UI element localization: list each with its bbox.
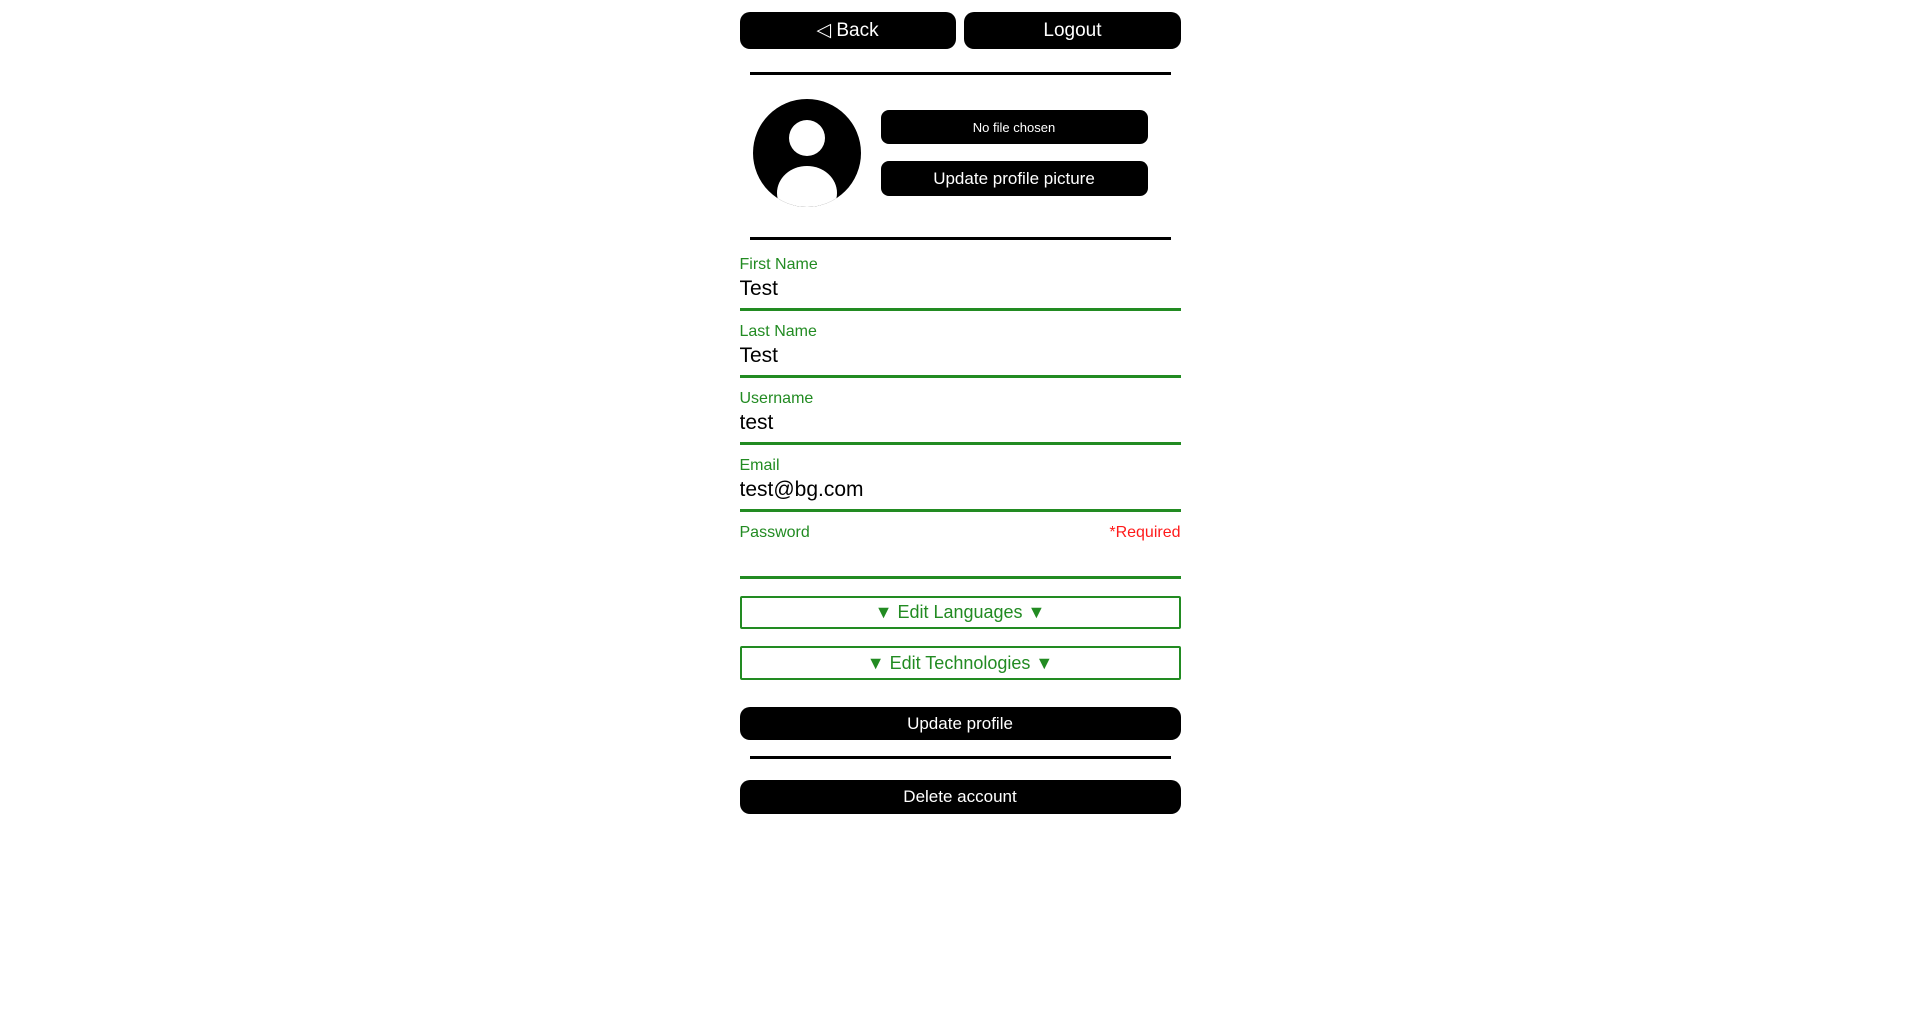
picture-buttons (881, 110, 1148, 196)
delete-account-button[interactable]: Delete account (740, 780, 1181, 814)
logout-button[interactable]: Logout (964, 12, 1180, 49)
divider (750, 756, 1171, 759)
profile-picture-section (740, 98, 1181, 208)
email-field-group (740, 456, 1181, 512)
email-label: Email (739, 457, 780, 474)
last-name-label: Last Name (739, 323, 817, 340)
username-label: Username (739, 390, 814, 407)
email-input[interactable] (740, 475, 1181, 512)
username-input[interactable] (740, 408, 1181, 445)
file-input-button[interactable]: No file chosen (881, 110, 1148, 144)
avatar (752, 98, 862, 208)
profile-page (740, 0, 1181, 814)
last-name-input[interactable] (740, 341, 1181, 378)
account-circle-icon (752, 98, 862, 208)
profile-form (740, 255, 1181, 814)
edit-languages-button[interactable]: ▼ Edit Languages ▼ (740, 596, 1181, 629)
edit-technologies-button[interactable]: ▼ Edit Technologies ▼ (740, 646, 1181, 680)
password-label: Password (739, 524, 810, 541)
update-picture-button[interactable]: Update profile picture (881, 161, 1148, 196)
divider (750, 72, 1171, 75)
password-input[interactable] (740, 542, 1181, 579)
back-button-label: Back (836, 20, 879, 41)
username-field-group (740, 389, 1181, 445)
first-name-label: First Name (739, 256, 818, 273)
first-name-field-group (740, 255, 1181, 311)
first-name-input[interactable] (740, 274, 1181, 311)
back-button[interactable] (740, 12, 956, 49)
password-field-group (740, 523, 1181, 579)
update-profile-button[interactable]: Update profile (740, 707, 1181, 740)
last-name-field-group (740, 322, 1181, 378)
top-toolbar (740, 12, 1181, 49)
divider (750, 237, 1171, 240)
back-triangle-icon: ◁ (816, 20, 832, 41)
required-note: *Required (1109, 524, 1181, 541)
